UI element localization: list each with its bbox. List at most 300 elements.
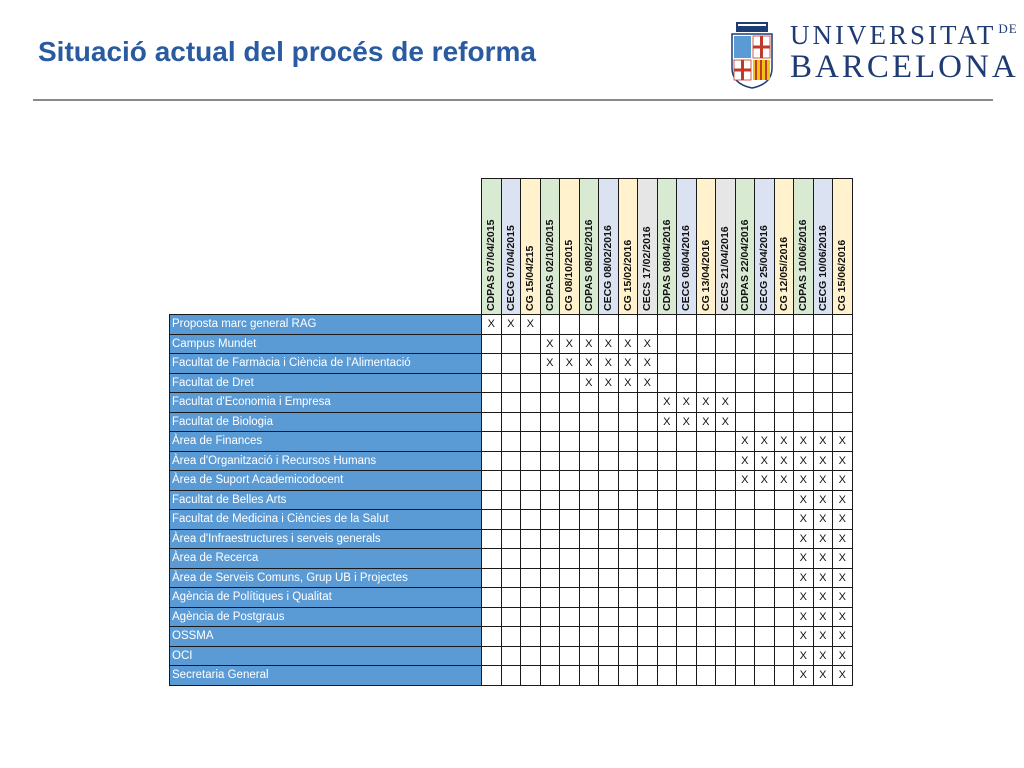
table-cell <box>540 568 560 588</box>
table-cell <box>579 529 599 549</box>
table-cell <box>638 607 658 627</box>
table-cell <box>794 354 814 374</box>
row-label: Facultat de Biologia <box>170 412 482 432</box>
table-cell <box>657 529 677 549</box>
table-cell-mark: X <box>833 568 853 588</box>
table-cell <box>696 666 716 686</box>
table-cell <box>560 490 580 510</box>
table-cell <box>501 432 521 452</box>
table-cell <box>735 354 755 374</box>
table-cell <box>560 588 580 608</box>
table-cell <box>794 334 814 354</box>
university-logo <box>728 18 1019 96</box>
table-cell <box>638 529 658 549</box>
slide-title: Situació actual del procés de reforma <box>38 36 536 67</box>
table-cell <box>794 315 814 335</box>
table-cell <box>716 451 736 471</box>
table-cell-mark: X <box>813 568 833 588</box>
table-cell <box>657 588 677 608</box>
column-header <box>599 179 619 315</box>
table-cell-mark: X <box>813 529 833 549</box>
column-header-label: CECG 08/02/2016 <box>602 225 615 311</box>
table-cell <box>696 549 716 569</box>
table-cell <box>755 334 775 354</box>
table-cell-mark: X <box>813 471 833 491</box>
table-cell-mark: X <box>794 568 814 588</box>
row-label: OCI <box>170 646 482 666</box>
column-header <box>501 179 521 315</box>
column-header <box>696 179 716 315</box>
row-label: Àrea d'Organització i Recursos Humans <box>170 451 482 471</box>
table-cell <box>521 510 541 530</box>
table-cell-mark: X <box>813 549 833 569</box>
table-cell <box>696 646 716 666</box>
table-cell <box>521 373 541 393</box>
table-cell <box>735 529 755 549</box>
table-cell <box>735 666 755 686</box>
column-header <box>833 179 853 315</box>
table-row <box>170 393 853 413</box>
table-cell <box>696 354 716 374</box>
table-cell-mark: X <box>716 393 736 413</box>
table-cell <box>716 529 736 549</box>
table-cell <box>521 627 541 647</box>
table-cell-mark: X <box>794 529 814 549</box>
table-cell <box>755 588 775 608</box>
table-cell-mark: X <box>794 588 814 608</box>
table-cell <box>735 627 755 647</box>
table-cell <box>696 373 716 393</box>
table-cell <box>813 412 833 432</box>
table-cell <box>755 666 775 686</box>
table-cell <box>560 666 580 686</box>
table-row <box>170 510 853 530</box>
university-wordmark <box>790 22 1019 84</box>
table-cell <box>774 627 794 647</box>
table-cell <box>638 568 658 588</box>
table-cell <box>677 549 697 569</box>
table-row <box>170 490 853 510</box>
table-cell <box>657 510 677 530</box>
table-row <box>170 334 853 354</box>
table-body <box>170 315 853 686</box>
table-cell <box>735 510 755 530</box>
table-cell <box>716 354 736 374</box>
table-cell <box>657 471 677 491</box>
table-cell <box>599 451 619 471</box>
table-cell <box>618 588 638 608</box>
table-cell <box>618 627 638 647</box>
table-cell <box>696 334 716 354</box>
table-cell-mark: X <box>813 451 833 471</box>
table-cell <box>696 471 716 491</box>
table-cell <box>560 646 580 666</box>
table-cell <box>833 393 853 413</box>
wordmark-line2: BARCELONA <box>790 49 1019 85</box>
table-cell <box>657 334 677 354</box>
table-cell <box>696 607 716 627</box>
row-label: Facultat de Farmàcia i Ciència de l'Alimentació <box>170 354 482 374</box>
table-cell <box>735 549 755 569</box>
table-cell <box>716 568 736 588</box>
table-cell <box>599 490 619 510</box>
table-cell-mark: X <box>813 607 833 627</box>
table-cell <box>774 646 794 666</box>
table-cell-mark: X <box>813 432 833 452</box>
table-cell <box>501 549 521 569</box>
table-cell-mark: X <box>794 451 814 471</box>
table-cell <box>677 627 697 647</box>
table-cell-mark: X <box>560 354 580 374</box>
table-cell <box>657 432 677 452</box>
column-header <box>774 179 794 315</box>
table-cell <box>716 646 736 666</box>
table-cell-mark: X <box>794 666 814 686</box>
table-cell <box>638 510 658 530</box>
table-cell <box>638 393 658 413</box>
table-cell <box>618 666 638 686</box>
table-cell <box>560 412 580 432</box>
column-header <box>794 179 814 315</box>
table-cell <box>482 627 502 647</box>
table-cell <box>540 510 560 530</box>
table-cell <box>501 471 521 491</box>
column-header-label: CECS 17/02/2016 <box>641 226 654 311</box>
table-row <box>170 549 853 569</box>
table-cell <box>521 646 541 666</box>
table-cell <box>521 490 541 510</box>
table-cell <box>696 451 716 471</box>
table-cell <box>833 354 853 374</box>
table-cell <box>794 412 814 432</box>
table-cell-mark: X <box>813 490 833 510</box>
table-cell <box>482 334 502 354</box>
table-cell <box>521 549 541 569</box>
table-cell <box>638 412 658 432</box>
table-cell <box>618 393 638 413</box>
column-header <box>638 179 658 315</box>
table-cell <box>696 510 716 530</box>
table-cell <box>774 412 794 432</box>
table-cell-mark: X <box>794 646 814 666</box>
table-cell-mark: X <box>755 471 775 491</box>
table-row <box>170 666 853 686</box>
table-cell <box>794 393 814 413</box>
table-cell <box>599 607 619 627</box>
table-cell <box>735 607 755 627</box>
table-row <box>170 354 853 374</box>
table-cell <box>755 354 775 374</box>
table-cell <box>501 607 521 627</box>
table-cell <box>482 490 502 510</box>
table-cell <box>521 666 541 686</box>
table-cell <box>501 666 521 686</box>
table-cell <box>482 471 502 491</box>
table-cell <box>638 315 658 335</box>
table-cell <box>521 432 541 452</box>
table-cell <box>716 315 736 335</box>
table-cell <box>755 412 775 432</box>
table-cell <box>677 315 697 335</box>
row-label: Àrea de Recerca <box>170 549 482 569</box>
table-cell <box>618 412 638 432</box>
table-cell <box>638 588 658 608</box>
table-cell <box>657 627 677 647</box>
column-header <box>735 179 755 315</box>
row-label: Facultat de Dret <box>170 373 482 393</box>
table-cell <box>540 471 560 491</box>
table-cell <box>677 334 697 354</box>
table-cell <box>774 490 794 510</box>
table-cell <box>696 627 716 647</box>
table-cell <box>501 568 521 588</box>
column-header-label: CG 08/10/2015 <box>563 239 576 311</box>
table-cell <box>521 334 541 354</box>
table-cell <box>657 646 677 666</box>
table-cell <box>755 490 775 510</box>
table-cell <box>618 432 638 452</box>
table-cell-mark: X <box>599 334 619 354</box>
table-cell-mark: X <box>618 373 638 393</box>
table-row <box>170 373 853 393</box>
table-cell <box>677 354 697 374</box>
table-cell-mark: X <box>657 412 677 432</box>
table-cell <box>579 510 599 530</box>
table-cell <box>735 588 755 608</box>
table-cell <box>677 607 697 627</box>
column-header-label: CECG 08/04/2016 <box>680 225 693 311</box>
table-cell <box>501 490 521 510</box>
table-cell <box>735 315 755 335</box>
table-cell <box>716 607 736 627</box>
row-label: Proposta marc general RAG <box>170 315 482 335</box>
table-cell <box>696 432 716 452</box>
table-cell <box>813 354 833 374</box>
table-cell-mark: X <box>833 666 853 686</box>
table-cell <box>716 373 736 393</box>
table-cell <box>638 471 658 491</box>
row-label: Àrea de Serveis Comuns, Grup UB i Projectes <box>170 568 482 588</box>
table-cell <box>677 432 697 452</box>
column-header-label: CECG 07/04/2015 <box>504 225 517 311</box>
table-cell <box>755 393 775 413</box>
table-cell <box>813 373 833 393</box>
table-cell-mark: X <box>677 393 697 413</box>
table-cell <box>579 646 599 666</box>
table-cell <box>833 373 853 393</box>
column-header <box>716 179 736 315</box>
table-cell <box>560 471 580 491</box>
table-cell <box>482 588 502 608</box>
table-cell <box>696 568 716 588</box>
column-header-label: CG 13/04/2016 <box>699 239 712 311</box>
table-cell <box>677 510 697 530</box>
table-cell <box>735 412 755 432</box>
table-cell <box>716 510 736 530</box>
table-cell <box>657 607 677 627</box>
table-cell <box>755 315 775 335</box>
table-cell-mark: X <box>813 588 833 608</box>
table-cell <box>677 666 697 686</box>
table-cell <box>540 412 560 432</box>
table-cell-mark: X <box>833 432 853 452</box>
table-cell <box>521 529 541 549</box>
column-header <box>813 179 833 315</box>
table-cell <box>482 666 502 686</box>
table-cell <box>540 393 560 413</box>
table-cell <box>638 451 658 471</box>
table-cell-mark: X <box>638 354 658 374</box>
table-cell <box>638 490 658 510</box>
table-cell <box>560 510 580 530</box>
row-label: Facultat d'Economia i Empresa <box>170 393 482 413</box>
table-cell <box>599 666 619 686</box>
table-cell <box>521 471 541 491</box>
row-label: Agència de Polítiques i Qualitat <box>170 588 482 608</box>
table-row <box>170 451 853 471</box>
table-cell <box>482 432 502 452</box>
table-cell-mark: X <box>599 354 619 374</box>
table-cell-mark: X <box>579 334 599 354</box>
table-cell-mark: X <box>638 373 658 393</box>
table-cell <box>774 315 794 335</box>
table-cell-mark: X <box>833 471 853 491</box>
table-cell <box>560 373 580 393</box>
table-cell <box>618 568 638 588</box>
table-cell <box>501 412 521 432</box>
table-cell-mark: X <box>833 607 853 627</box>
table-cell-mark: X <box>599 373 619 393</box>
table-cell-mark: X <box>813 666 833 686</box>
column-header-label: CDPAS 08/04/2016 <box>660 219 673 311</box>
column-header-label: CDPAS 10/06/2016 <box>797 219 810 311</box>
reform-status-table <box>169 178 853 686</box>
table-cell <box>482 568 502 588</box>
university-crest-icon <box>728 18 776 90</box>
table-cell <box>716 432 736 452</box>
table-cell <box>735 393 755 413</box>
table-cell-mark: X <box>735 451 755 471</box>
table-row <box>170 412 853 432</box>
table-cell <box>540 490 560 510</box>
table-cell <box>696 315 716 335</box>
column-header <box>560 179 580 315</box>
table-cell <box>735 373 755 393</box>
table-cell-mark: X <box>696 412 716 432</box>
column-header <box>482 179 502 315</box>
table-cell-mark: X <box>618 334 638 354</box>
table-cell <box>560 627 580 647</box>
table-cell-mark: X <box>813 510 833 530</box>
table-cell <box>618 315 638 335</box>
table-cell <box>482 373 502 393</box>
table-cell <box>579 588 599 608</box>
table-cell-mark: X <box>755 451 775 471</box>
table-cell <box>579 627 599 647</box>
table-cell-mark: X <box>755 432 775 452</box>
table-cell-mark: X <box>794 627 814 647</box>
table-cell <box>540 627 560 647</box>
table-cell-mark: X <box>794 607 814 627</box>
table-cell <box>735 568 755 588</box>
table-cell-mark: X <box>638 334 658 354</box>
table-cell <box>735 490 755 510</box>
table-cell <box>618 646 638 666</box>
column-header-label: CECG 10/06/2016 <box>816 225 829 311</box>
table-cell <box>774 607 794 627</box>
header-corner <box>170 179 482 315</box>
table-cell <box>579 471 599 491</box>
table-cell <box>599 549 619 569</box>
table-cell <box>638 646 658 666</box>
table-cell <box>774 510 794 530</box>
table-cell <box>540 607 560 627</box>
table-cell-mark: X <box>813 627 833 647</box>
table-cell-mark: X <box>833 646 853 666</box>
table-cell <box>579 432 599 452</box>
table-cell <box>579 607 599 627</box>
table-cell <box>599 471 619 491</box>
table-cell <box>540 432 560 452</box>
table-cell <box>755 529 775 549</box>
table-cell <box>501 451 521 471</box>
table-cell <box>677 471 697 491</box>
table-cell <box>774 549 794 569</box>
table-cell-mark: X <box>833 627 853 647</box>
table-cell <box>579 666 599 686</box>
table-cell <box>599 393 619 413</box>
table-cell <box>696 588 716 608</box>
table-cell-mark: X <box>833 549 853 569</box>
table-cell-mark: X <box>657 393 677 413</box>
row-label: Facultat de Belles Arts <box>170 490 482 510</box>
table-cell <box>560 607 580 627</box>
table-cell <box>599 510 619 530</box>
table-cell <box>521 412 541 432</box>
table-cell-mark: X <box>833 510 853 530</box>
table-cell <box>696 529 716 549</box>
column-header <box>755 179 775 315</box>
table-cell <box>716 471 736 491</box>
table-cell-mark: X <box>833 490 853 510</box>
table-cell <box>813 315 833 335</box>
table-cell <box>774 373 794 393</box>
table-cell <box>755 627 775 647</box>
table-cell <box>677 529 697 549</box>
table-cell <box>774 334 794 354</box>
table-cell <box>560 315 580 335</box>
table-cell <box>521 354 541 374</box>
table-cell <box>638 666 658 686</box>
table-cell <box>618 510 638 530</box>
table-cell <box>482 510 502 530</box>
row-label: Campus Mundet <box>170 334 482 354</box>
table-cell <box>657 373 677 393</box>
table-cell <box>716 490 736 510</box>
row-label: Agència de Postgraus <box>170 607 482 627</box>
table-cell <box>599 432 619 452</box>
column-header <box>657 179 677 315</box>
column-header-label: CECG 25/04/2016 <box>758 225 771 311</box>
table-cell <box>657 490 677 510</box>
table-cell <box>560 451 580 471</box>
table-cell <box>677 451 697 471</box>
table-cell <box>755 607 775 627</box>
table-cell <box>716 627 736 647</box>
table-cell <box>482 549 502 569</box>
row-label: Secretaria General <box>170 666 482 686</box>
table-row <box>170 315 853 335</box>
